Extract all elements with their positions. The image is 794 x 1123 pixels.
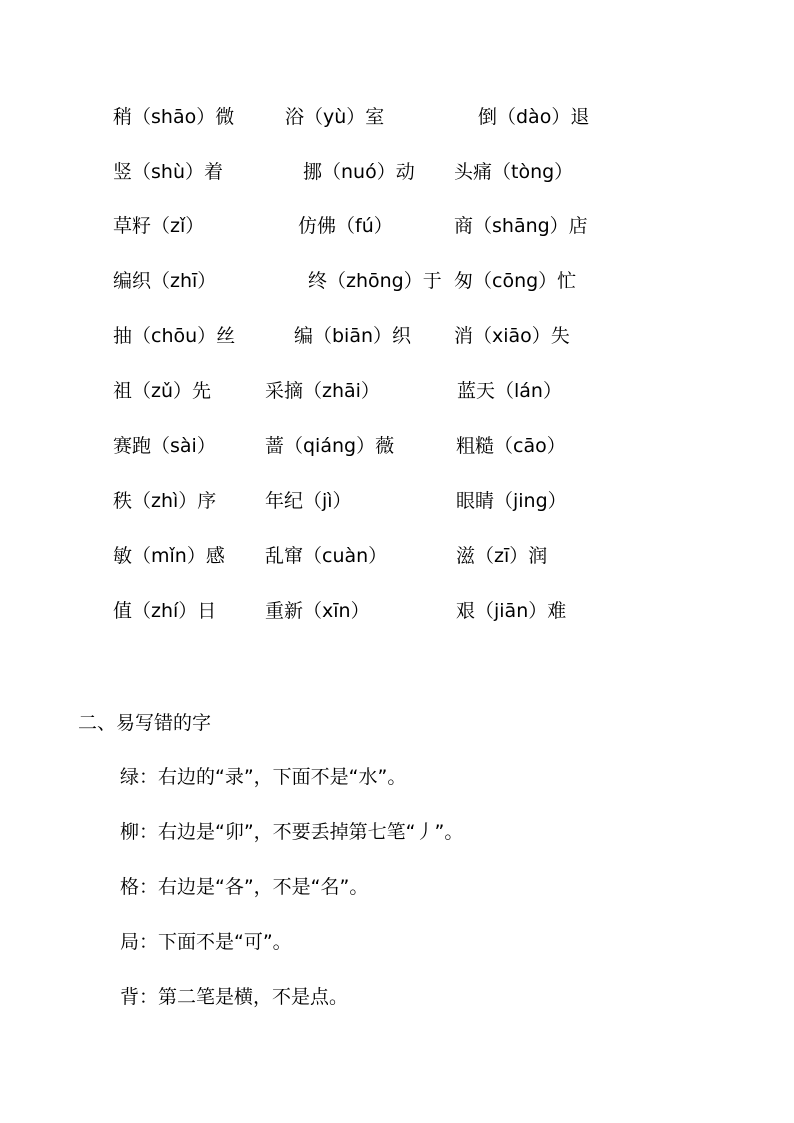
- word-r9-c0: 值（zhí）日: [113, 600, 217, 622]
- word-r4-c0: 抽（chōu）丝: [113, 325, 236, 347]
- word-r9-c1: 重新（xīn）: [265, 600, 370, 622]
- word-r8-c1: 乱窜（cuàn）: [265, 545, 388, 567]
- word-r8-c0: 敏（mǐn）感: [113, 545, 225, 567]
- word-r0-c0: 稍（shāo）微: [113, 106, 235, 128]
- word-r0-c1: 浴（yù）室: [285, 106, 385, 128]
- word-r1-c0: 竖（shù）着: [113, 161, 223, 183]
- word-r5-c0: 祖（zǔ）先: [113, 380, 212, 402]
- word-r7-c2: 眼睛（jing）: [456, 490, 567, 512]
- word-r7-c0: 秩（zhì）序: [113, 490, 217, 512]
- word-r8-c2: 滋（zī）润: [456, 545, 548, 567]
- note-item: 背：第二笔是横，不是点。: [120, 986, 349, 1008]
- word-r6-c2: 粗糙（cāo）: [456, 435, 566, 457]
- word-r1-c1: 挪（nuó）动: [303, 161, 415, 183]
- note-item: 柳：右边是“卯”，不要丢掉第七笔“丿”。: [120, 821, 464, 843]
- note-item: 局：下面不是“可”。: [120, 931, 292, 953]
- word-r6-c0: 赛跑（sài）: [113, 435, 216, 457]
- word-r2-c2: 商（shāng）店: [454, 215, 588, 237]
- word-r2-c1: 仿佛（fú）: [298, 215, 393, 237]
- word-r3-c1: 终（zhōng）于: [308, 270, 442, 292]
- section-heading: 二、易写错的字: [78, 712, 212, 734]
- word-r1-c2: 头痛（tòng）: [454, 161, 574, 183]
- word-r9-c2: 艰（jiān）难: [456, 600, 567, 622]
- word-r3-c2: 匆（cōng）忙: [454, 270, 577, 292]
- word-r0-c2: 倒（dào）退: [478, 106, 590, 128]
- word-r4-c1: 编（biān）织: [294, 325, 412, 347]
- word-r2-c0: 草籽（zǐ）: [113, 215, 205, 237]
- note-item: 格：右边是“各”，不是“名”。: [120, 876, 369, 898]
- word-r5-c2: 蓝天（lán）: [457, 380, 562, 402]
- note-item: 绿：右边的“录”，下面不是“水”。: [120, 766, 407, 788]
- word-r7-c1: 年纪（jì）: [265, 490, 352, 512]
- word-r4-c2: 消（xiāo）失: [454, 325, 570, 347]
- word-r3-c0: 编织（zhī）: [113, 270, 217, 292]
- word-r6-c1: 蔷（qiáng）薇: [265, 435, 395, 457]
- word-r5-c1: 采摘（zhāi）: [265, 380, 380, 402]
